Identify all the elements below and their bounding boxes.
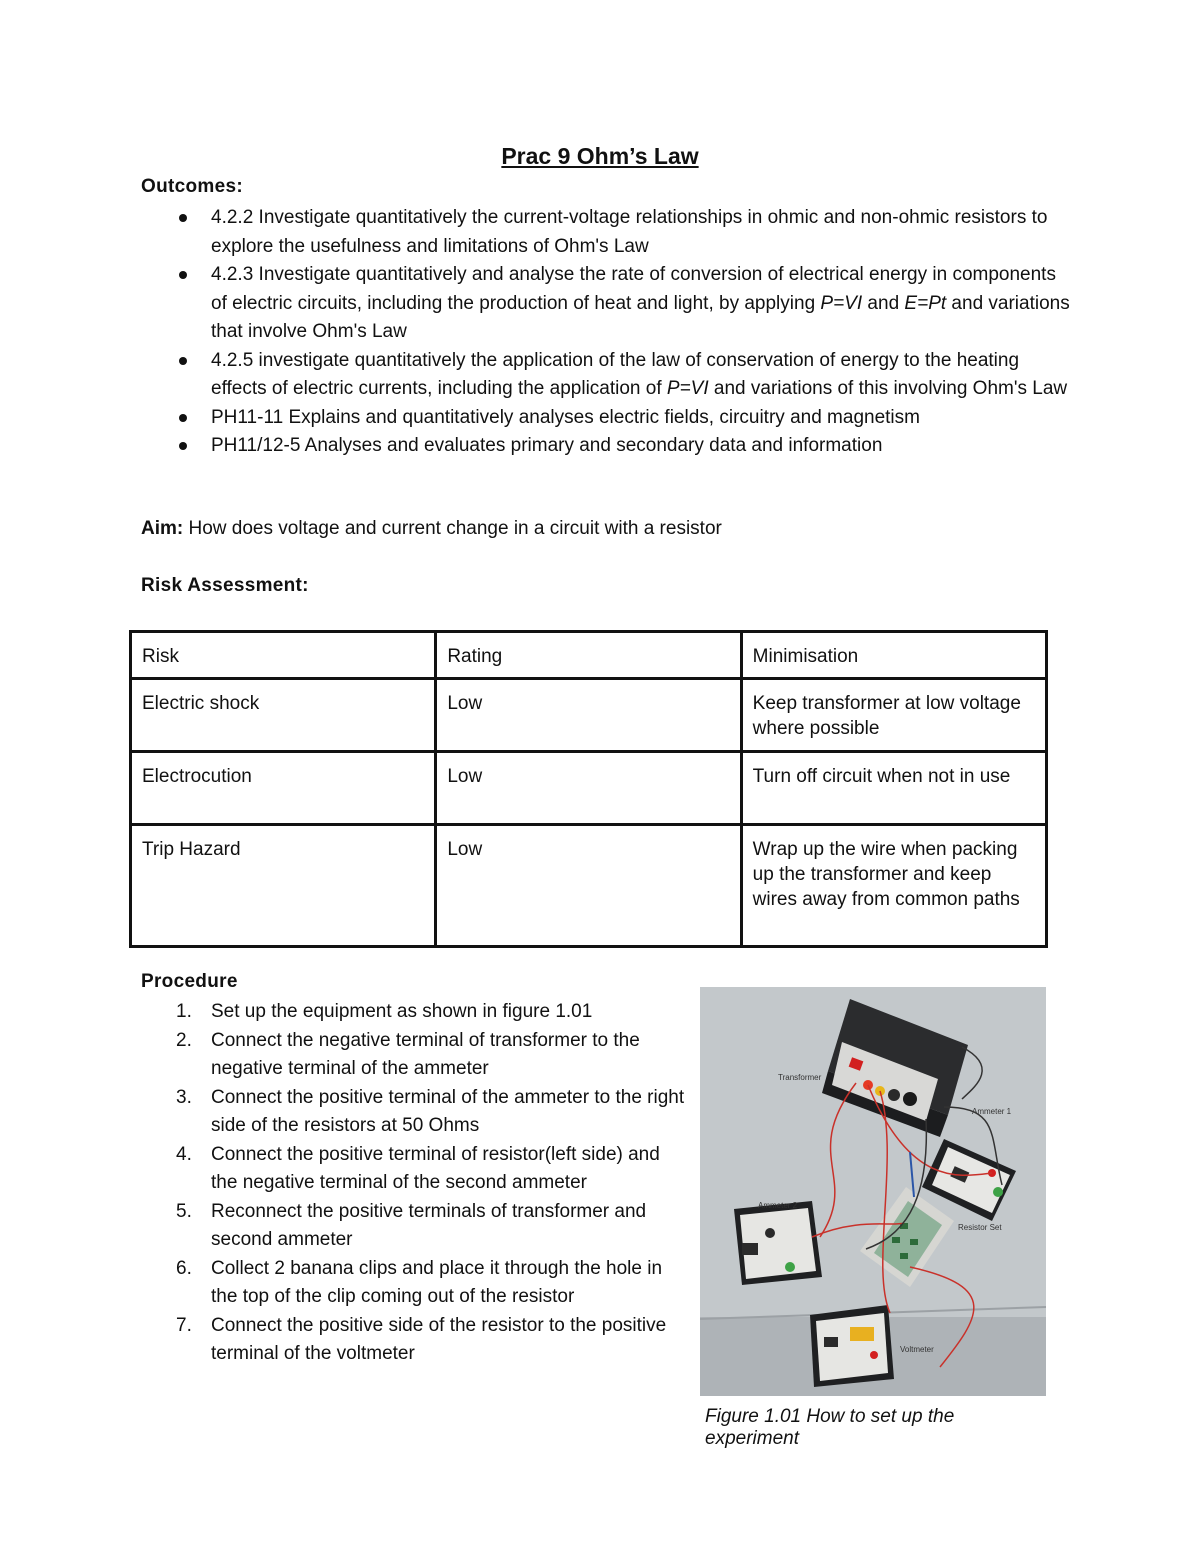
outcome-item (0, 261, 1070, 347)
procedure-step (0, 1084, 690, 1141)
voltmeter-device (810, 1305, 894, 1387)
transformer-label: Transformer (778, 1073, 822, 1082)
outcome-text: and (862, 292, 905, 314)
step-text: Connect the positive terminal of the ammeter to the right side of the resistors at 50 Ohms (211, 1086, 685, 1136)
outcome-item (0, 204, 1070, 261)
figure-caption: Figure 1.01 How to set up the experiment (705, 1406, 955, 1449)
step-number: 2. (176, 1029, 192, 1051)
step-text: Connect the negative terminal of transformer to the negative terminal of the ammeter (211, 1029, 640, 1079)
ammeter-1-label: Ammeter 1 (972, 1107, 1012, 1116)
rating-cell: Low (436, 752, 741, 825)
table-row (131, 679, 1047, 752)
step-text: Connect the positive side of the resistor to the positive terminal of the voltmeter (211, 1314, 667, 1364)
aim-heading: Aim: (141, 518, 184, 539)
rating-cell: Low (436, 679, 741, 752)
step-number: 6. (176, 1257, 192, 1279)
outcomes-heading: Outcomes: (141, 176, 243, 197)
formula-text: E=Pt (904, 292, 947, 314)
procedure-step (0, 1027, 690, 1084)
step-number: 7. (176, 1314, 192, 1336)
step-number: 3. (176, 1086, 192, 1108)
outcome-text: 4.2.3 Investigate quantitatively and analyse the rate of conversion of electrical energy in components of electric circuits, including the production of heat and light, by applying (211, 264, 1056, 314)
rating-cell: Low (436, 825, 741, 947)
procedure-list (0, 998, 690, 1369)
risk-table-header-row (131, 632, 1047, 679)
step-number: 1. (176, 1001, 192, 1022)
voltmeter-label: Voltmeter (900, 1345, 934, 1354)
procedure-step (0, 1198, 690, 1255)
procedure-step (0, 1141, 690, 1198)
minimisation-header-cell: Minimisation (741, 632, 1046, 679)
risk-header-cell: Risk (131, 632, 436, 679)
risk-table (129, 630, 1048, 948)
outcome-text: PH11/12-5 Analyses and evaluates primary and secondary data and information (211, 435, 883, 456)
outcome-text: 4.2.5 investigate quantitatively the application of the law of conservation of energy to the heating effects of electric currents, including the application of (211, 349, 1020, 399)
outcome-text: PH11-11 Explains and quantitatively analyses electric fields, circuitry and magnetism (211, 406, 920, 428)
outcome-item (0, 347, 1070, 404)
aim-text: How does voltage and current change in a circuit with a resistor (183, 518, 722, 539)
step-text: Reconnect the positive terminals of transformer and second ammeter (211, 1200, 647, 1250)
table-row (131, 752, 1047, 825)
ammeter-2-device (734, 1201, 822, 1285)
step-number: 4. (176, 1143, 192, 1165)
formula-text: P=VI (666, 378, 709, 399)
outcome-item (0, 432, 1070, 461)
minimisation-cell: Keep transformer at low voltage where possible (741, 679, 1046, 752)
risk-cell: Electrocution (131, 752, 436, 825)
step-text: Set up the equipment as shown in figure 1.01 (211, 1001, 593, 1022)
step-text: Collect 2 banana clips and place it through the hole in the top of the clip coming out of the resistor (211, 1257, 663, 1307)
page-title: Prac 9 Ohm’s Law (501, 143, 699, 169)
risk-cell: Electric shock (131, 679, 436, 752)
step-text: Connect the positive terminal of resistor(left side) and the negative terminal of the second ammeter (211, 1143, 660, 1193)
risk-assessment-heading: Risk Assessment: (141, 575, 309, 596)
rating-header-cell: Rating (436, 632, 741, 679)
outcome-item (0, 404, 1070, 433)
step-number: 5. (176, 1200, 192, 1222)
procedure-step (0, 998, 690, 1027)
table-row (131, 825, 1047, 947)
procedure-step (0, 1255, 690, 1312)
outcome-text: and variations that involve Ohm's Law (211, 292, 1070, 342)
outcomes-list (0, 204, 1070, 461)
outcome-text: and variations of this involving Ohm's Law (708, 378, 1068, 399)
resistor-set-label: Resistor Set (958, 1223, 1002, 1232)
outcome-text: 4.2.2 Investigate quantitatively the current-voltage relationships in ohmic and non-ohmic resistors to explore the usefulness and limitations of Ohm's Law (211, 207, 1048, 257)
procedure-step (0, 1312, 690, 1369)
formula-text: P=VI (820, 292, 863, 314)
procedure-heading: Procedure (141, 971, 238, 992)
ammeter-2-label: Ammeter 2 (758, 1201, 798, 1210)
experiment-setup-photo (700, 987, 1046, 1396)
minimisation-cell: Turn off circuit when not in use (741, 752, 1046, 825)
minimisation-cell: Wrap up the wire when packing up the transformer and keep wires away from common paths (741, 825, 1046, 947)
risk-cell: Trip Hazard (131, 825, 436, 947)
aim-line (141, 518, 722, 540)
